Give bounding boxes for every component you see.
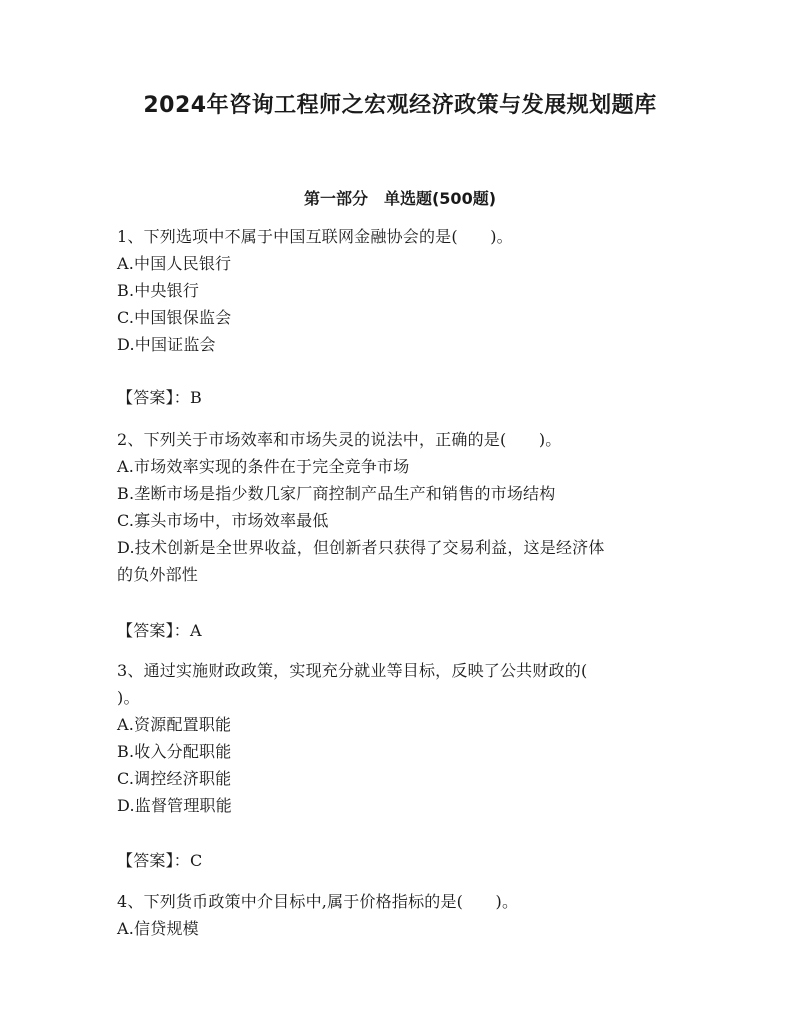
document-title: 2024年咨询工程师之宏观经济政策与发展规划题库	[143, 93, 657, 118]
question-3-stem-continued: )。	[117, 688, 140, 707]
answer-value: C	[190, 851, 203, 870]
section-title: 第一部分 单选题(500题)	[303, 189, 497, 208]
question-3-option-d: D.监督管理职能	[117, 796, 232, 815]
answer-value: A	[190, 621, 202, 640]
question-3-option-b: B.收入分配职能	[117, 742, 232, 761]
question-2-answer	[117, 618, 677, 644]
answer-label: 【答案】：	[117, 851, 191, 870]
question-3-answer	[117, 848, 677, 874]
question-3-option-a: A.资源配置职能	[117, 715, 232, 734]
question-4-option-a: A.信贷规模	[117, 919, 199, 938]
question-1-option-a: A.中国人民银行	[117, 254, 232, 273]
question-3-stem: 3、通过实施财政政策，实现充分就业等目标，反映了公共财政的(	[117, 661, 588, 680]
answer-value: B	[190, 388, 202, 407]
question-1-option-b: B.中央银行	[117, 281, 200, 300]
answer-label: 【答案】：	[117, 621, 191, 640]
question-2-option-c: C.寡头市场中，市场效率最低	[117, 511, 329, 530]
question-2-option-d: D.技术创新是全世界收益，但创新者只获得了交易利益，这是经济体	[117, 538, 605, 557]
answer-label: 【答案】：	[117, 388, 191, 407]
question-2-stem: 2、下列关于市场效率和市场失灵的说法中，正确的是( )。	[117, 430, 562, 449]
question-2-option-a: A.市场效率实现的条件在于完全竞争市场	[117, 457, 410, 476]
question-2-option-b: B.垄断市场是指少数几家厂商控制产品生产和销售的市场结构	[117, 484, 556, 503]
question-1-answer	[117, 385, 677, 411]
question-2-option-d-continued: 的负外部性	[117, 565, 199, 584]
question-3-option-c: C.调控经济职能	[117, 769, 232, 788]
question-4-stem: 4、下列货币政策中介目标中,属于价格指标的是( )。	[117, 892, 519, 911]
question-1-stem: 1、下列选项中不属于中国互联网金融协会的是( )。	[117, 227, 513, 246]
question-1-option-d: D.中国证监会	[117, 335, 216, 354]
question-1-option-c: C.中国银保监会	[117, 308, 232, 327]
